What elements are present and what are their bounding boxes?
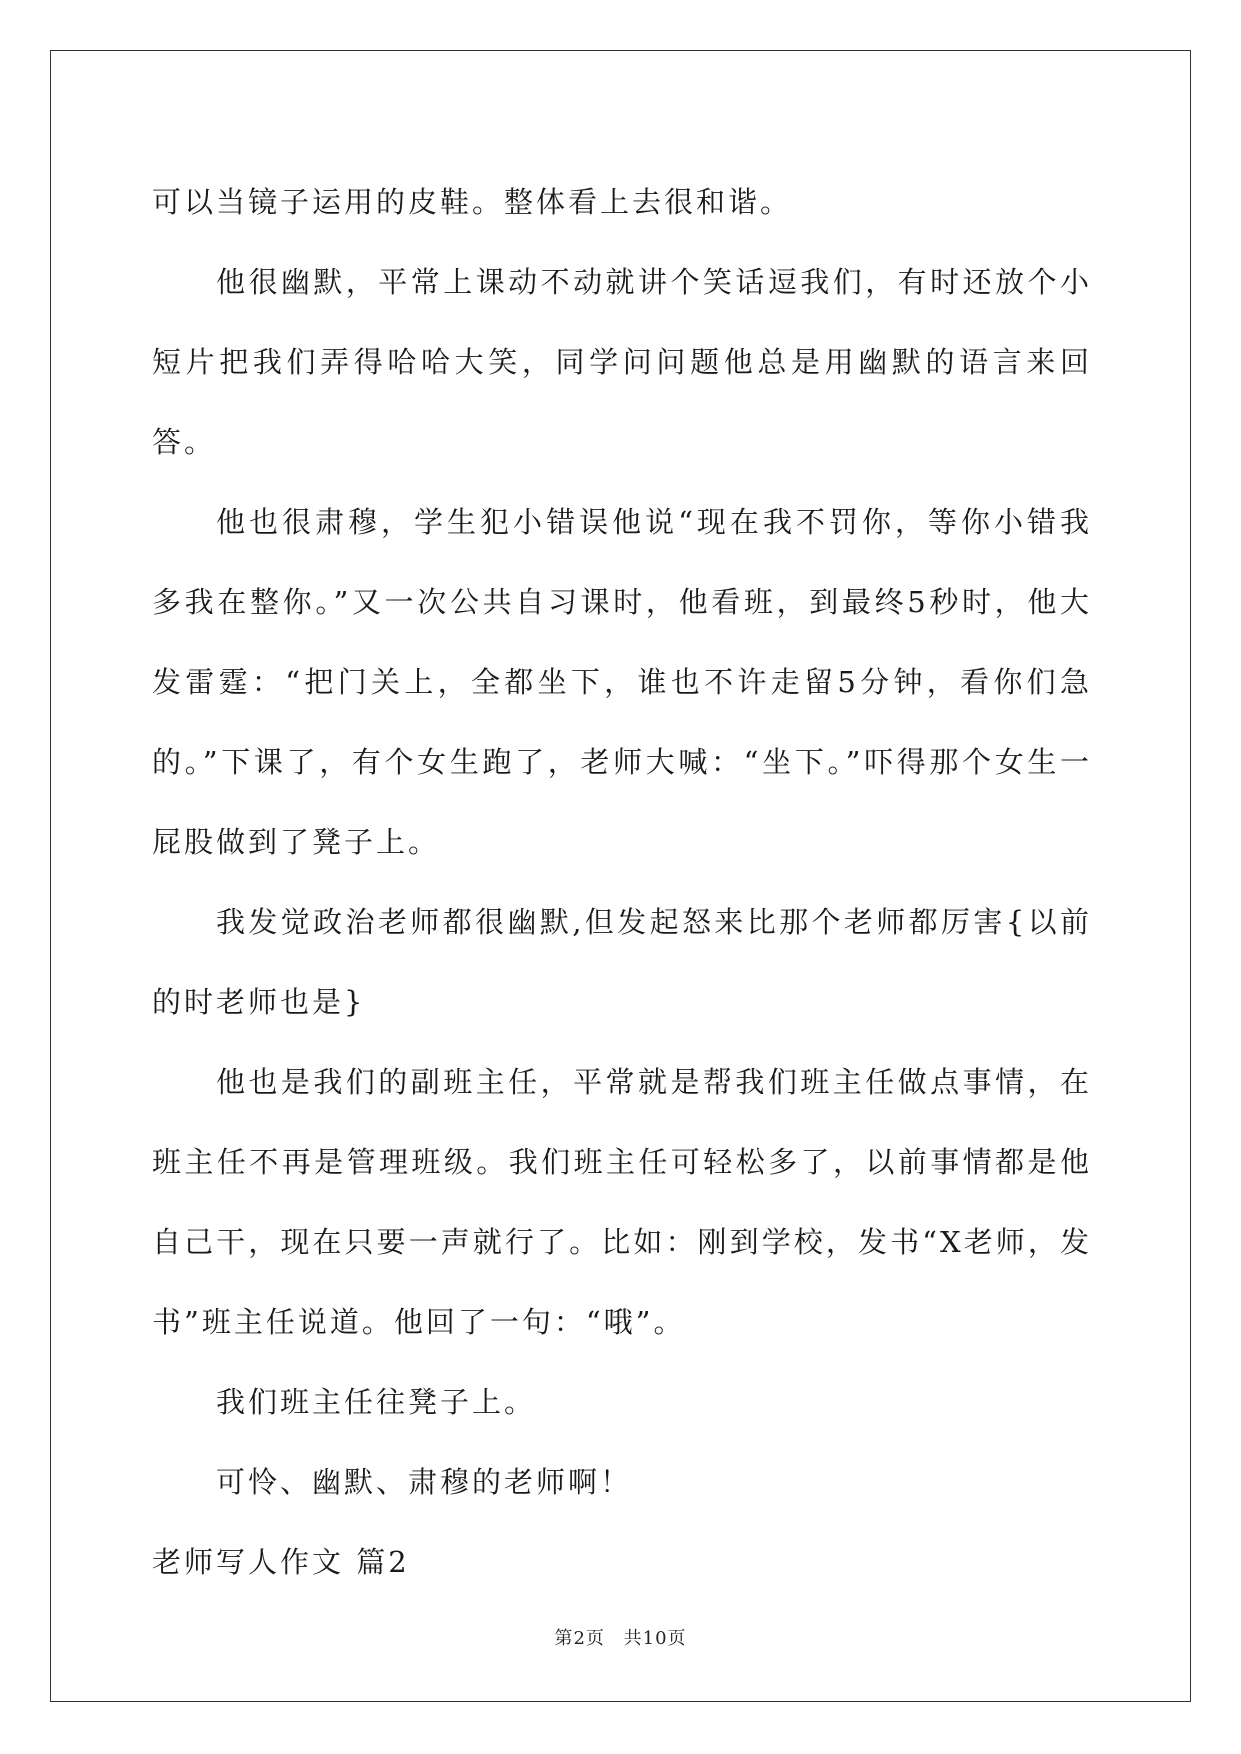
paragraph-7: 可怜、幽默、肃穆的老师啊！ [216, 1465, 633, 1499]
page-footer [0, 1624, 1241, 1650]
paragraph-5: 他也是我们的副班主任，平常就是帮我们班主任做点事情，在班主任不再是管理班级。我们班主任可轻松多了，以前事情都是他自己干，现在只要一声就行了。比如：刚到学校，发书“X老师，发书”班主任说道。他回了一句：“哦”。 [152, 1065, 1092, 1339]
paragraph-2: 他很幽默，平常上课动不动就讲个笑话逗我们，有时还放个小短片把我们弄得哈哈大笑，同学问问题他总是用幽默的语言来回答。 [152, 265, 1092, 459]
paragraph-3: 他也很肃穆，学生犯小错误他说“现在我不罚你，等你小错我多我在整你。”又一次公共自习课时，他看班，到最终5秒时，他大发雷霆：“把门关上，全都坐下，谁也不许走留5分钟，看你们急的。”下课了，有个女生跑了，老师大喊：“坐下。”吓得那个女生一屁股做到了凳子上。 [152, 505, 1092, 859]
page-number: 第2页 [554, 1628, 605, 1649]
document-body [152, 162, 1092, 1602]
section-heading: 老师写人作文 篇2 [152, 1545, 410, 1579]
page-total: 共10页 [623, 1628, 687, 1649]
paragraph-1: 可以当镜子运用的皮鞋。整体看上去很和谐。 [152, 185, 793, 219]
paragraph-4: 我发觉政治老师都很幽默,但发起怒来比那个老师都厉害{以前的时老师也是} [152, 905, 1092, 1019]
paragraph-6: 我们班主任往凳子上。 [216, 1385, 537, 1419]
